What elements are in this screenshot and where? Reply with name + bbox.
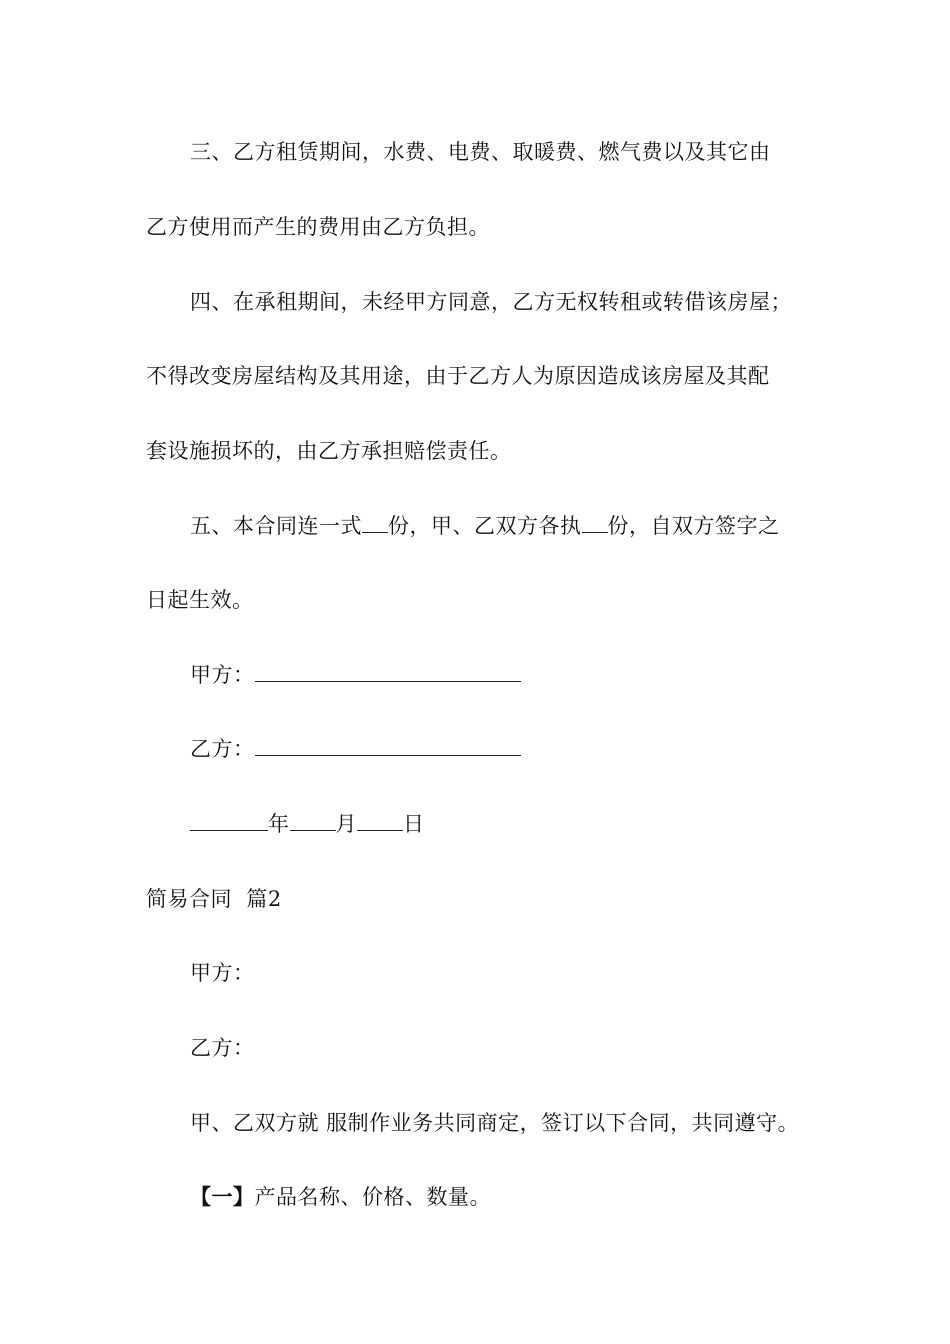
date-row bbox=[190, 809, 425, 839]
party-a-signature-line[interactable] bbox=[255, 661, 521, 682]
section-2-party-b: 乙方： bbox=[190, 1036, 255, 1060]
item-1-bracket: 【一】 bbox=[190, 1184, 255, 1209]
party-a-label: 甲方： bbox=[190, 663, 255, 687]
day-blank[interactable] bbox=[357, 810, 403, 831]
section-2-party-a: 甲方： bbox=[190, 961, 255, 985]
party-b-label: 乙方： bbox=[190, 737, 255, 761]
each-copies-blank[interactable] bbox=[582, 512, 608, 533]
paragraph-4-line-3: 套设施损坏的，由乙方承担赔偿责任。 bbox=[146, 439, 512, 463]
party-a-signature-row bbox=[190, 660, 521, 690]
party-b-signature-line[interactable] bbox=[255, 735, 521, 756]
section-2-item-1 bbox=[190, 1182, 491, 1212]
paragraph-5-line-2: 日起生效。 bbox=[146, 588, 254, 612]
year-blank[interactable] bbox=[190, 810, 268, 831]
item-1-text: 产品名称、价格、数量。 bbox=[254, 1185, 491, 1209]
paragraph-5-text-3: 份，自双方签字之 bbox=[607, 514, 780, 538]
copies-blank[interactable] bbox=[362, 512, 388, 533]
paragraph-3-line-2: 乙方使用而产生的费用由乙方负担。 bbox=[146, 215, 490, 239]
paragraph-3-line-1: 三、乙方租赁期间，水费、电费、取暖费、燃气费以及其它由 bbox=[190, 140, 771, 164]
month-label: 月 bbox=[335, 812, 357, 836]
month-blank[interactable] bbox=[290, 810, 336, 831]
day-label: 日 bbox=[403, 812, 425, 836]
section-title: 简易合同 篇2 bbox=[146, 887, 282, 911]
paragraph-5-text-2: 份，甲、乙双方各执 bbox=[388, 514, 582, 538]
paragraph-5-text-1: 五、本合同连一式 bbox=[190, 514, 362, 538]
section-2-intro: 甲、乙双方就 服制作业务共同商定，签订以下合同，共同遵守。 bbox=[190, 1111, 800, 1135]
paragraph-5-line-1 bbox=[190, 511, 780, 541]
paragraph-4-line-2: 不得改变房屋结构及其用途，由于乙方人为原因造成该房屋及其配 bbox=[146, 364, 770, 388]
party-b-signature-row bbox=[190, 734, 521, 764]
paragraph-4-line-1: 四、在承租期间，未经甲方同意，乙方无权转租或转借该房屋； bbox=[190, 290, 792, 314]
year-label: 年 bbox=[268, 812, 290, 836]
